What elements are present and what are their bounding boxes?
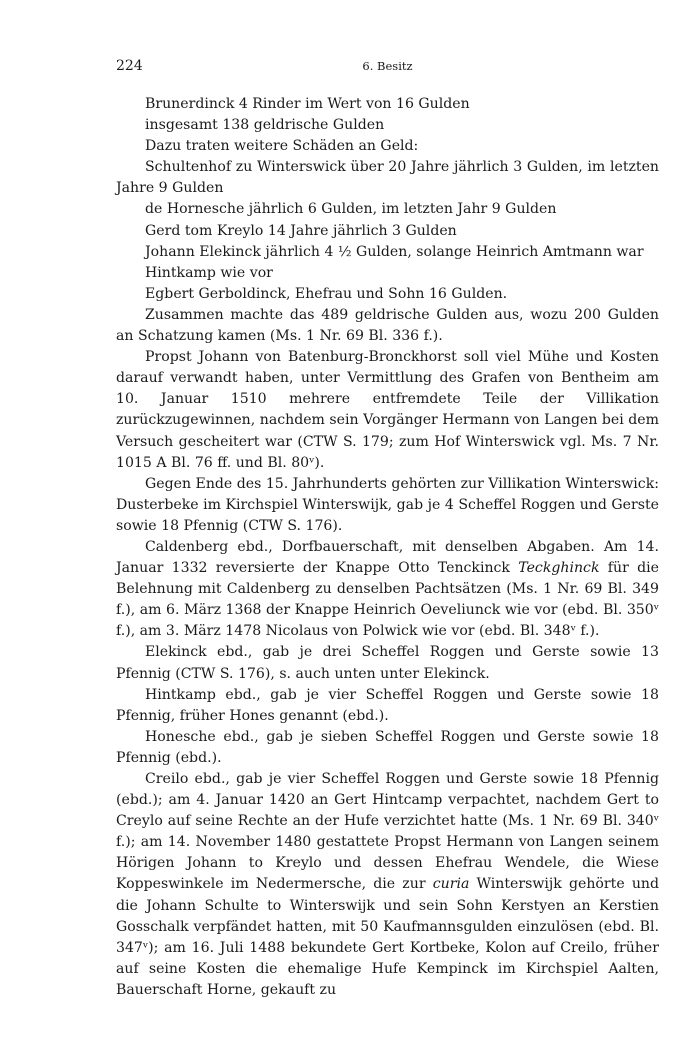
list-line: Egbert Gerboldinck, Ehefrau und Sohn 16 Gulden.	[145, 285, 508, 302]
paragraph: Zusammen machte das 489 geldrische Gulden aus, wozu 200 Gulden an Schatzung kamen (Ms. 1 Nr. 69 Bl. 336 f.).	[116, 306, 659, 345]
paragraph-creilo	[116, 769, 659, 1001]
list-line: Hintkamp wie vor	[145, 264, 273, 281]
paragraph-caldenberg	[116, 537, 659, 642]
paragraph: Propst Johann von Batenburg-Bronckhorst soll viel Mühe und Kosten darauf verwandt haben, unter Vermittlung des Grafen von Bentheim am 10. Januar 1510 mehrere entfremdete Teile der Villikation zurückzugewinnen, nachdem sein Vorgänger Hermann von Langen bei dem Versuch gescheitert war (CTW S. 179; zum Hof Winterswick vgl. Ms. 7 Nr. 1015 A Bl. 76 ff. und Bl. 80ᵛ).	[116, 349, 659, 471]
list-line: Gerd tom Kreylo 14 Jahre jährlich 3 Gulden	[145, 222, 457, 239]
list-line: de Hornesche jährlich 6 Gulden, im letzten Jahr 9 Gulden	[145, 201, 557, 218]
italic-term: curia	[432, 876, 470, 893]
paragraph: Elekinck ebd., gab je drei Scheffel Roggen und Gerste sowie 13 Pfennig (CTW S. 176), s. auch unten unter Elekinck.	[116, 644, 659, 682]
paragraph: Hintkamp ebd., gab je vier Scheffel Roggen und Gerste sowie 18 Pfennig, früher Hones genannt (ebd.).	[116, 686, 659, 724]
list-line: Dazu traten weitere Schäden an Geld:	[145, 138, 419, 155]
body-text	[116, 94, 659, 1001]
text-run: Caldenberg ebd., Dorfbauerschaft, mit denselben Abgaben. Am 14. Januar 1332 reversierte der Knappe Otto Tenckinck	[116, 538, 659, 577]
text-run: Creilo ebd., gab je vier Scheffel Roggen und Gerste sowie 18 Pfennig (ebd.); am 4. Januar 1420 an Gert Hintcamp verpachtet, nachdem Gert to Creylo auf seine Rechte an der Hufe verzichtet hatte (Ms. 1 Nr. 69 Bl. 340ᵛ f.); am 14. November 1480 gestattete Propst Hermann von Langen seinem Hörigen Johann to Kreylo und dessen Ehefrau Wendele, die Wiese Koppeswinkele im Nedermersche, die zur	[116, 771, 659, 893]
list-line: Johann Elekinck jährlich 4 ½ Gulden, solange Heinrich Amtmann war	[145, 243, 644, 260]
paragraph: Gegen Ende des 15. Jahrhunderts gehörten zur Villikation Winterswick: Dusterbeke im Kirchspiel Winterswijk, gab je 4 Scheffel Roggen und Gerste sowie 18 Pfennig (CTW S. 176).	[116, 475, 659, 534]
running-head: 6. Besitz	[362, 59, 413, 73]
page-header	[116, 58, 659, 78]
paragraph: Honesche ebd., gab je sieben Scheffel Roggen und Gerste sowie 18 Pfennig (ebd.).	[116, 728, 659, 766]
list-line: insgesamt 138 geldrische Gulden	[145, 117, 385, 134]
italic-term: Teckghinck	[518, 560, 600, 577]
list-line: Brunerdinck 4 Rinder im Wert von 16 Gulden	[145, 96, 470, 112]
text-run: für die Belehnung mit Caldenberg zu denselben Pachtsätzen (Ms. 1 Nr. 69 Bl. 349 f.), am 6. März 1368 der Knappe Heinrich Oeveliunck wie vor (ebd. Bl. 350ᵛ f.), am 3. März 1478 Nicolaus von Polwick wie vor (ebd. Bl. 348ᵛ f.).	[116, 560, 659, 640]
text-run: Winterswijk gehörte und die Johann Schulte to Winterswijk und sein Sohn Kerstyen an Kerstien Gosschalk verpfändet hatten, mit 50 Kaufmannsgulden einzulösen (ebd. Bl. 347ᵛ); am 16. Juli 1488 bekundete Gert Kortbeke, Kolon auf Creilo, früher auf seine Kosten die ehemalige Hufe Kempinck im Kirchspiel Aalten, Bauerschaft Horne, gekauft zu	[116, 876, 660, 998]
list-line: Schultenhof zu Winterswick über 20 Jahre jährlich 3 Gulden, im letzten Jahre 9 Gulden	[116, 159, 659, 197]
page-number: 224	[116, 58, 143, 74]
